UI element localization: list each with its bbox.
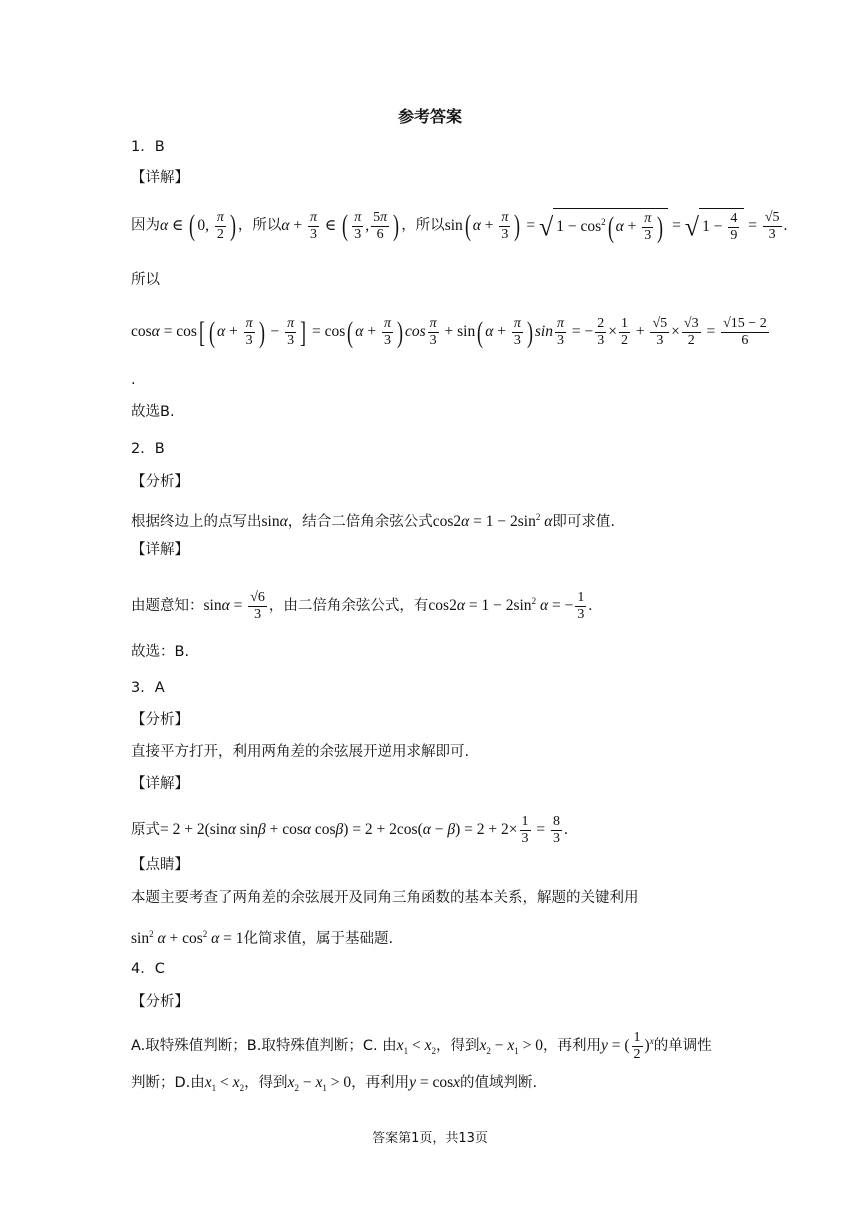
- page-title: 参考答案: [397, 107, 462, 126]
- q2-formula-c: sinα = $\frac{√6}{3}$: [203, 590, 265, 622]
- q2-answer: 2．B: [131, 441, 165, 457]
- q1-text-c: ，所以: [401, 217, 445, 234]
- q4-analysis-line-1: [131, 1030, 712, 1063]
- q1-formula-c: sin( α + $\frac{\pi}{3}$ ) = √ $1 - \cos^2$( α + $\frac{\pi}{3}$ ) = √ 1 − $\frac{4}{9}$ = $\frac{√5}{3}$ .: [444, 209, 788, 244]
- q4-analysis-a: A.取特殊值判断；B.取特殊值判断；C. 由: [131, 1038, 397, 1055]
- q4-analysis-d: 的单调性: [653, 1038, 712, 1055]
- page-footer: 答案第1页，共13页: [372, 1131, 488, 1146]
- q2-formula-a: sinα: [261, 513, 288, 531]
- q4-analysis-label: 【分析】: [131, 994, 189, 1010]
- q4-analysis-b: ，得到: [435, 1038, 480, 1055]
- q2-detail-a: 由题意知：: [131, 598, 204, 615]
- q4-formula-c: y = ( $\frac{1}{2}$ )$^x$: [600, 1030, 654, 1062]
- q4-formula-e: $x_2 - x_1 > 0$: [287, 1074, 352, 1094]
- q1-conclusion: 故选B.: [131, 404, 175, 420]
- q4-formula-b: $x_2 - x_1 > 0$: [479, 1037, 543, 1057]
- q2-analysis-b: ，结合二倍角余弦公式: [287, 514, 433, 531]
- q4-formula-a: $x_1 < x_2$: [396, 1037, 436, 1057]
- q4-analysis-h: 的值域判断.: [460, 1075, 538, 1091]
- q3-formula-a: = 2 + 2(sinα sinβ + cosα cosβ) = 2 + 2cos(α − β) = 2 + 2× $\frac{1}{3}$ = $\frac{8}{3}$ .: [160, 814, 568, 846]
- q1-detail-label: 【详解】: [131, 170, 189, 186]
- q4-analysis-e: 判断；D.由: [131, 1075, 205, 1091]
- q3-comment-b: 化简求值，属于基础题.: [243, 931, 394, 948]
- q4-answer: 4．C: [131, 961, 165, 977]
- q1-formula-a: α ∈ ( 0, $\frac{\pi}{2}$ ): [160, 209, 236, 242]
- q2-detail-b: ，由二倍角余弦公式，有: [268, 598, 429, 615]
- q4-formula-d: $x_1 < x_2$: [204, 1074, 245, 1094]
- q2-analysis-label: 【分析】: [131, 474, 189, 490]
- q2-analysis-c: 即可求值.: [552, 514, 615, 531]
- q1-line-1: [131, 208, 787, 244]
- q2-analysis: [131, 507, 615, 532]
- q3-comment: [131, 924, 393, 949]
- q1-text-a: 因为: [131, 217, 160, 234]
- q3-detail: [131, 814, 568, 847]
- q3-comment-label: 【点睛】: [131, 857, 189, 873]
- q1-period: .: [131, 372, 136, 388]
- q1-so: 所以: [131, 272, 160, 288]
- q2-detail: [131, 590, 592, 623]
- q4-formula-f: y = cosx: [409, 1074, 461, 1091]
- q4-analysis-f: ，得到: [244, 1075, 288, 1091]
- q3-answer: 3．A: [131, 680, 165, 696]
- q2-detail-label: 【详解】: [131, 542, 189, 558]
- q3-formula-b: $\sin^2 \alpha + \cos^2 \alpha = 1$: [131, 929, 244, 948]
- q3-comment-a: 本题主要考查了两角差的余弦展开及同角三角函数的基本关系，解题的关键利用: [131, 890, 639, 906]
- q1-formula-d: cosα = cos[ ( α + $\frac{\pi}{3}$ ) − $\frac{\pi}{3}$ ] = cos( α + $\frac{\pi}{3}$ ) cos $\frac{\pi}{3}$ + sin( α + $\frac{\pi}{3}$ ) sin $\frac{\pi}{3}$ = − $\frac{2}{3}$ × $\frac{1}{2}$ + $\frac{√5}{3}$ × $\frac{√3}{2}$ = $\frac{√15 - 2}{6}$: [131, 315, 767, 349]
- q1-text-b: ，所以: [237, 217, 282, 234]
- q1-formula-b: α + $\frac{\pi}{3}$ ∈ ( $\frac{\pi}{3}$ , $\frac{5\pi}{6}$ ): [281, 209, 400, 242]
- q2-analysis-a: 根据终边上的点写出: [131, 514, 262, 531]
- q3-detail-a: 原式: [131, 822, 160, 839]
- q4-analysis-g: ，再利用: [351, 1075, 410, 1091]
- q3-detail-label: 【详解】: [131, 776, 189, 792]
- q4-analysis-line-2: [131, 1072, 537, 1098]
- q3-analysis: 直接平方打开，利用两角差的余弦展开逆用求解即可.: [131, 744, 470, 760]
- q3-analysis-label: 【分析】: [131, 712, 189, 728]
- q4-analysis-c: ，再利用: [542, 1038, 601, 1055]
- q2-formula-d: $\cos 2\alpha = 1 - 2\sin^2$ α = − $\frac{1}{3}$ .: [428, 590, 593, 622]
- q1-answer: 1．B: [131, 139, 165, 155]
- q2-conclusion: 故选：B.: [131, 644, 190, 660]
- q2-formula-b: $\cos 2\alpha = 1 - 2\sin^2$ α: [432, 512, 553, 531]
